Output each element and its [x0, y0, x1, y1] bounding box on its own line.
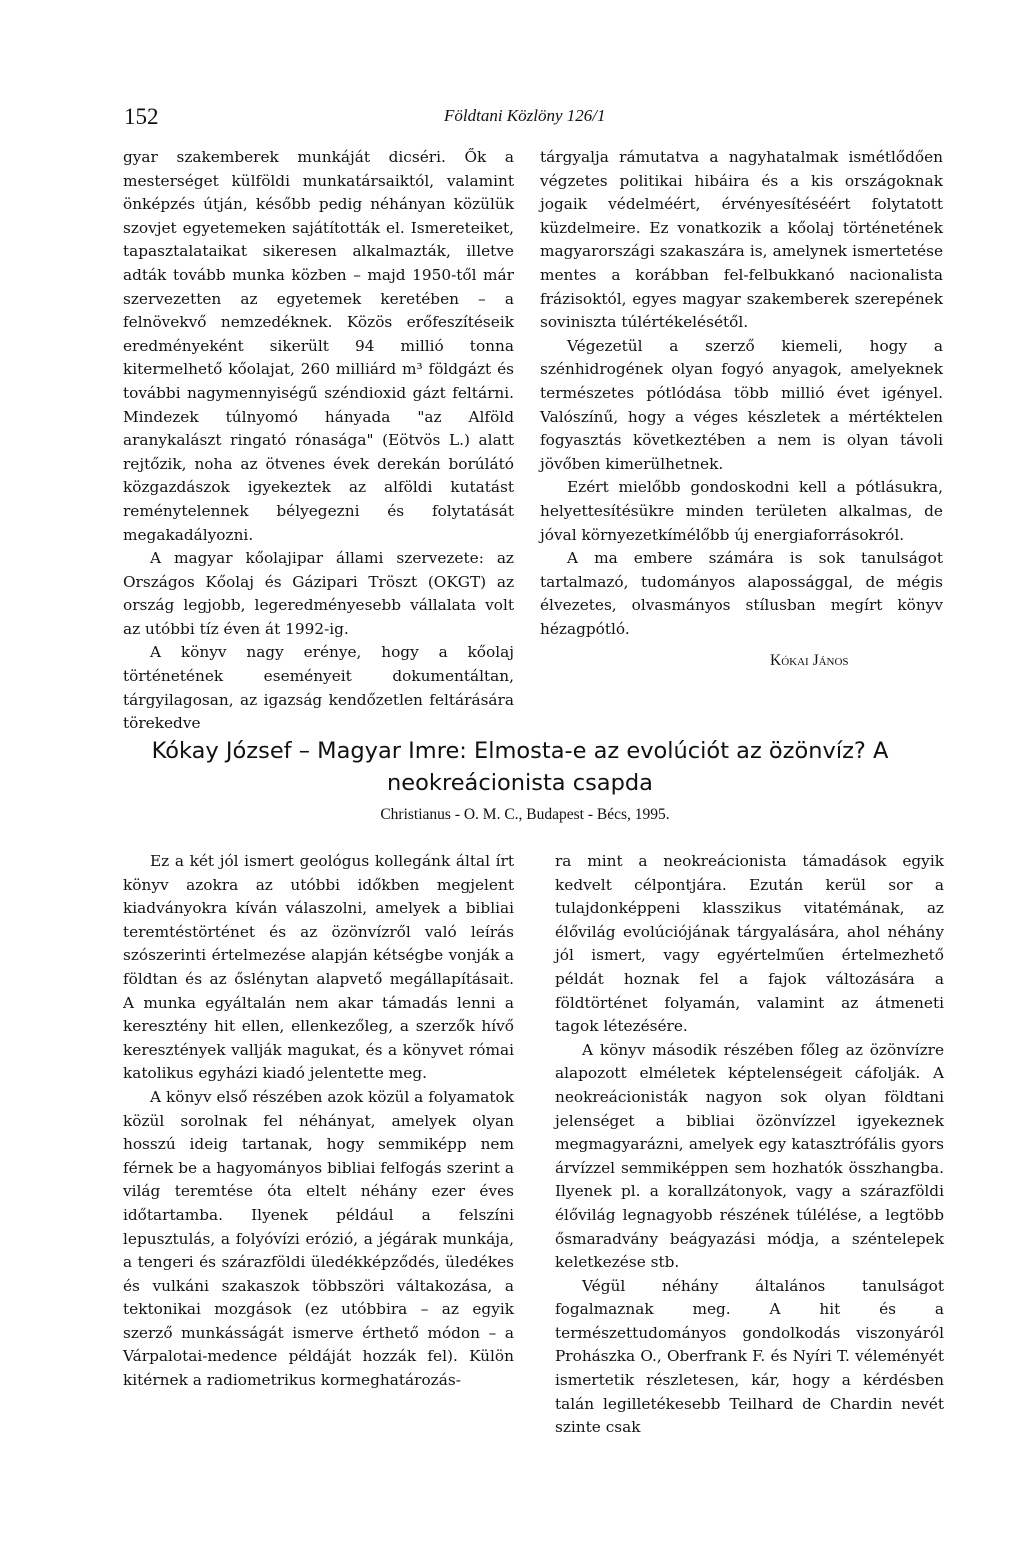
page-number: 152 — [124, 104, 159, 129]
previous-review-right-column — [540, 146, 943, 641]
paragraph: tárgyalja rámutatva a nagyhatalmak ismétlődően végzetes politikai hibáira és a kis országoknak jogaik védelméért, érvényesítéséért folytatott küzdelmeire. Ez vonatkozik a kőolaj történetének magyarországi szakaszára is, amelynek ismertetése mentes a korábban fel-felbukkanó nacionalista frázisoktól, egyes magyar szakemberek szerepének sovinisztа túlértékelésétől. — [540, 148, 943, 332]
paragraph: A ma embere számára is sok tanulságot tartalmazó, tudományos alapossággal, de mégis élvezetes, olvasmányos stílusban megírt könyv hézagpótló. — [540, 549, 943, 638]
paragraph: Ezért mielőbb gondoskodni kell a pótlásukra, helyettesítésükre minden területen alkalmas, de jóval környezetkímélőbb új energiaforrásokról. — [540, 478, 943, 544]
reviewer-signature: Kókai János — [770, 652, 849, 669]
paragraph: Ez a két jól ismert geológus kollegánk által írt könyv azokra az utóbbi időkben megjelent kiadványokra kíván válaszolni, amelyek a bibliai teremtéstörténet és az özönvízről való leírás szószerinti értelmezése alapján kétségbe vonják a földtan és az őslénytan alapvető megállapításait. A munka egyáltalán nem akar támadás lenni a keresztény hit ellen, ellenkezőleg, a szerzők hívő keresztények vallják magukat, és a könyvet római katolikus egyházi kiadó jelentette meg. — [123, 852, 514, 1083]
review-title-line: neokreácionista csapda — [387, 770, 653, 796]
review-right-column — [555, 850, 944, 1440]
paragraph: Végül néhány általános tanulságot fogalmaznak meg. A hit és a természettudományos gondolkodás viszonyáról Prohászka O., Oberfrank F. és Nyíri T. véleményét ismertetik részletesen, kár, hogy a kérdésben talán legilletékesebb Teilhard de Chardin nevét szinte csak — [555, 1276, 944, 1437]
paragraph: Végezetül a szerző kiemeli, hogy a szénhidrogének olyan fogyó anyagok, amelyeknek természetes pótlódása több millió évet igényel. Valószínű, hogy a véges készletek a mértéktelen fogyasztás következtében a nem is olyan távoli jövőben kimerülhetnek. — [540, 336, 943, 473]
paragraph: gyar szakemberek munkáját dicséri. Ők a mesterséget külföldi munkatársaiktól, valamint önképzés útján, később pedig néhányan közülük szovjet egyetemeken sajátították el. Ismereteiket, tapasztalataikat sikeresen alkalmazták, illetve adták tovább munka közben – majd 1950-től már szervezetten az egyetemek keretében – a felnövekvő nemzedéknek. Közös erőfeszítéseik eredményeként sikerült 94 millió tonna kitermelhető kőolajat, 260 milliárd m³ földgázt és további nagymennyiségű széndioxid gázt feltárni. Mindezek túlnyomó hányada "az Alföld aranykalászt ringató rónasága" (Eötvös L.) alatt rejtőzik, noha az ötvenes évek derekán borúlátó közgazdászok igyekeztek az alföldi kutatást reménytelennek bélyegezni és folytatását megakadályozni. — [123, 148, 514, 544]
journal-title: Földtani Közlöny 126/1 — [444, 106, 606, 125]
paragraph: A könyv nagy erénye, hogy a kőolaj történetének eseményeit dokumentáltan, tárgyilagosan, az igazság kendőzetlen feltárására törekedve — [123, 643, 514, 733]
paragraph: A könyv második részében főleg az özönvízre alapozott elméletek képtelenségeit cáfolják. A neokreácionisták nagyon sok olyan földtani jelenséget a bibliai özönvízzel igyekeznek megmagyarázni, amelyek egy katasztrófális gyors árvízzel semmiképpen sem hozhatók összhangba. Ilyenek pl. a korallzátonyok, vagy a szárazföldi élővilág legnagyobb részének túlélése, a legtöbb ősmaradvány beágyazási módja, a széntelepek keletkezése stb. — [555, 1040, 944, 1272]
review-title — [100, 735, 940, 799]
paragraph: A könyv első részében azok közül a folyamatok közül sorolnak fel néhányat, amelyek olyan hosszú ideig tartanak, hogy semmiképp nem férnek be a hagyományos bibliai felfogás szerint a világ teremtése óta eltelt néhány ezer éves időtartamba. Ilyenek például a felszíni lepusztulás, a folyóvízi erózió, a jégárak munkája, a tengeri és szárazföldi üledékképződés, üledékes és vulkáni szakaszok többszöri váltakozása, a tektonikai mozgások (ez utóbbira – az egyik szerző munkásságát ismerve érthető módon – a Várpalotai-medence példáját hozzák fel). Külön kitérnek a radiometrikus kormeghatározás- — [123, 1087, 514, 1390]
publisher-info: Christianus - O. M. C., Budapest - Bécs, 1995. — [380, 806, 670, 823]
review-left-column — [123, 850, 514, 1393]
review-title-line: Kókay József – Magyar Imre: Elmosta-e az evolúciót az özönvíz? A — [151, 738, 889, 764]
previous-review-left-column — [123, 146, 514, 736]
paragraph: A magyar kőolajipar állami szervezete: az Országos Kőolaj és Gázipari Tröszt (OKGT) az ország legjobb, legeredményesebb vállalata volt az utóbbi tíz éven át 1992-ig. — [123, 549, 514, 638]
paragraph: ra mint a neokreácionista támadások egyik kedvelt célpontjára. Ezután kerül sor a tulajdonképpeni klasszikus vitatémának, az élővilág evolúciójának tárgyalására, ahol néhány jól ismert, vagy egyértelműen értelmezhető példát hoznak fel a fajok változására a földtörténet folyamán, valamint az átmeneti tagok létezésére. — [555, 852, 944, 1036]
